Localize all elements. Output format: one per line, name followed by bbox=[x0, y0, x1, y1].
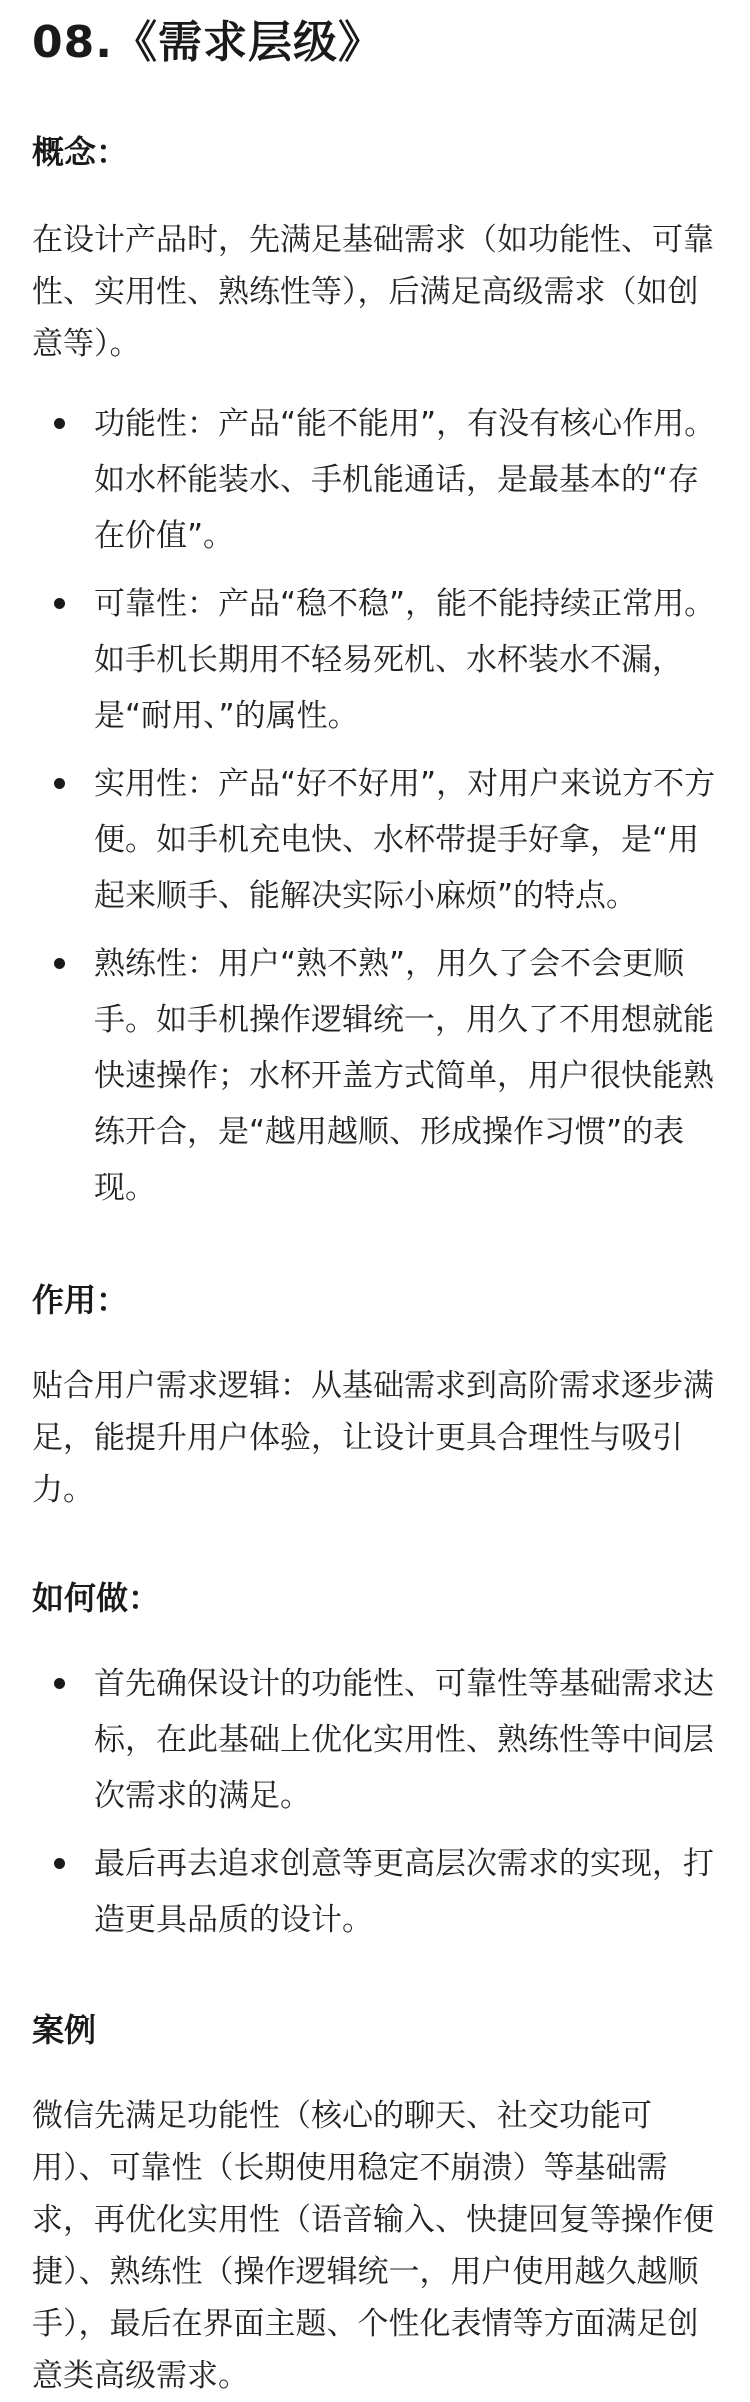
list-item-text: 首先确保设计的功能性、可靠性等基础需求达标，在此基础上优化实用性、熟练性等中间层次需求的满足。 bbox=[94, 1666, 714, 1814]
list-item-text: 熟练性：用户“熟不熟”，用久了会不会更顺手。如手机操作逻辑统一，用久了不用想就能快速操作；水杯开盖方式简单，用户很快能熟练开合，是“越用越顺、形成操作习惯”的表现。 bbox=[94, 946, 714, 1206]
list-item-text: 功能性：产品“能不能用”，有没有核心作用。如水杯能装水、手机能通话，是最基本的“存在价值”。 bbox=[94, 406, 716, 554]
page-title: 08.《需求层级》 bbox=[32, 17, 383, 68]
list-item bbox=[32, 756, 718, 924]
list-item-text: 实用性：产品“好不好用”，对用户来说方不方便。如手机充电快、水杯带提手好拿，是“用起来顺手、能解决实际小麻烦”的特点。 bbox=[94, 766, 716, 914]
case-text: 微信先满足功能性（核心的聊天、社交功能可用）、可靠性（长期使用稳定不崩溃）等基础需求，再优化实用性（语音输入、快捷回复等操作便捷）、熟练性（操作逻辑统一，用户使用越久越顺手），最后在界面主题、个性化表情等方面满足创意类高级需求。 bbox=[32, 2098, 714, 2394]
case-heading: 案例 bbox=[32, 2011, 97, 2049]
concept-heading: 概念： bbox=[32, 133, 129, 171]
how-heading: 如何做： bbox=[32, 1579, 161, 1617]
how-list bbox=[32, 1656, 718, 1948]
list-item bbox=[32, 576, 718, 744]
list-item bbox=[32, 1656, 718, 1824]
bullet-icon bbox=[54, 1678, 65, 1689]
list-item bbox=[32, 936, 718, 1216]
bullet-icon bbox=[54, 778, 65, 789]
bullet-icon bbox=[54, 958, 65, 969]
list-item bbox=[32, 1836, 718, 1948]
bullet-icon bbox=[54, 1858, 65, 1869]
concept-intro: 在设计产品时，先满足基础需求（如功能性、可靠性、实用性、熟练性等），后满足高级需求（如创意等）。 bbox=[32, 222, 714, 362]
list-item-text: 可靠性：产品“稳不稳”，能不能持续正常用。如手机长期用不轻易死机、水杯装水不漏，是“耐用、”的属性。 bbox=[94, 586, 716, 734]
bullet-icon bbox=[54, 418, 65, 429]
bullet-icon bbox=[54, 598, 65, 609]
concept-list bbox=[32, 396, 718, 1216]
purpose-text: 贴合用户需求逻辑：从基础需求到高阶需求逐步满足，能提升用户体验，让设计更具合理性与吸引力。 bbox=[32, 1368, 714, 1508]
list-item bbox=[32, 396, 718, 564]
list-item-text: 最后再去追求创意等更高层次需求的实现，打造更具品质的设计。 bbox=[94, 1846, 714, 1938]
purpose-heading: 作用： bbox=[32, 1281, 129, 1319]
